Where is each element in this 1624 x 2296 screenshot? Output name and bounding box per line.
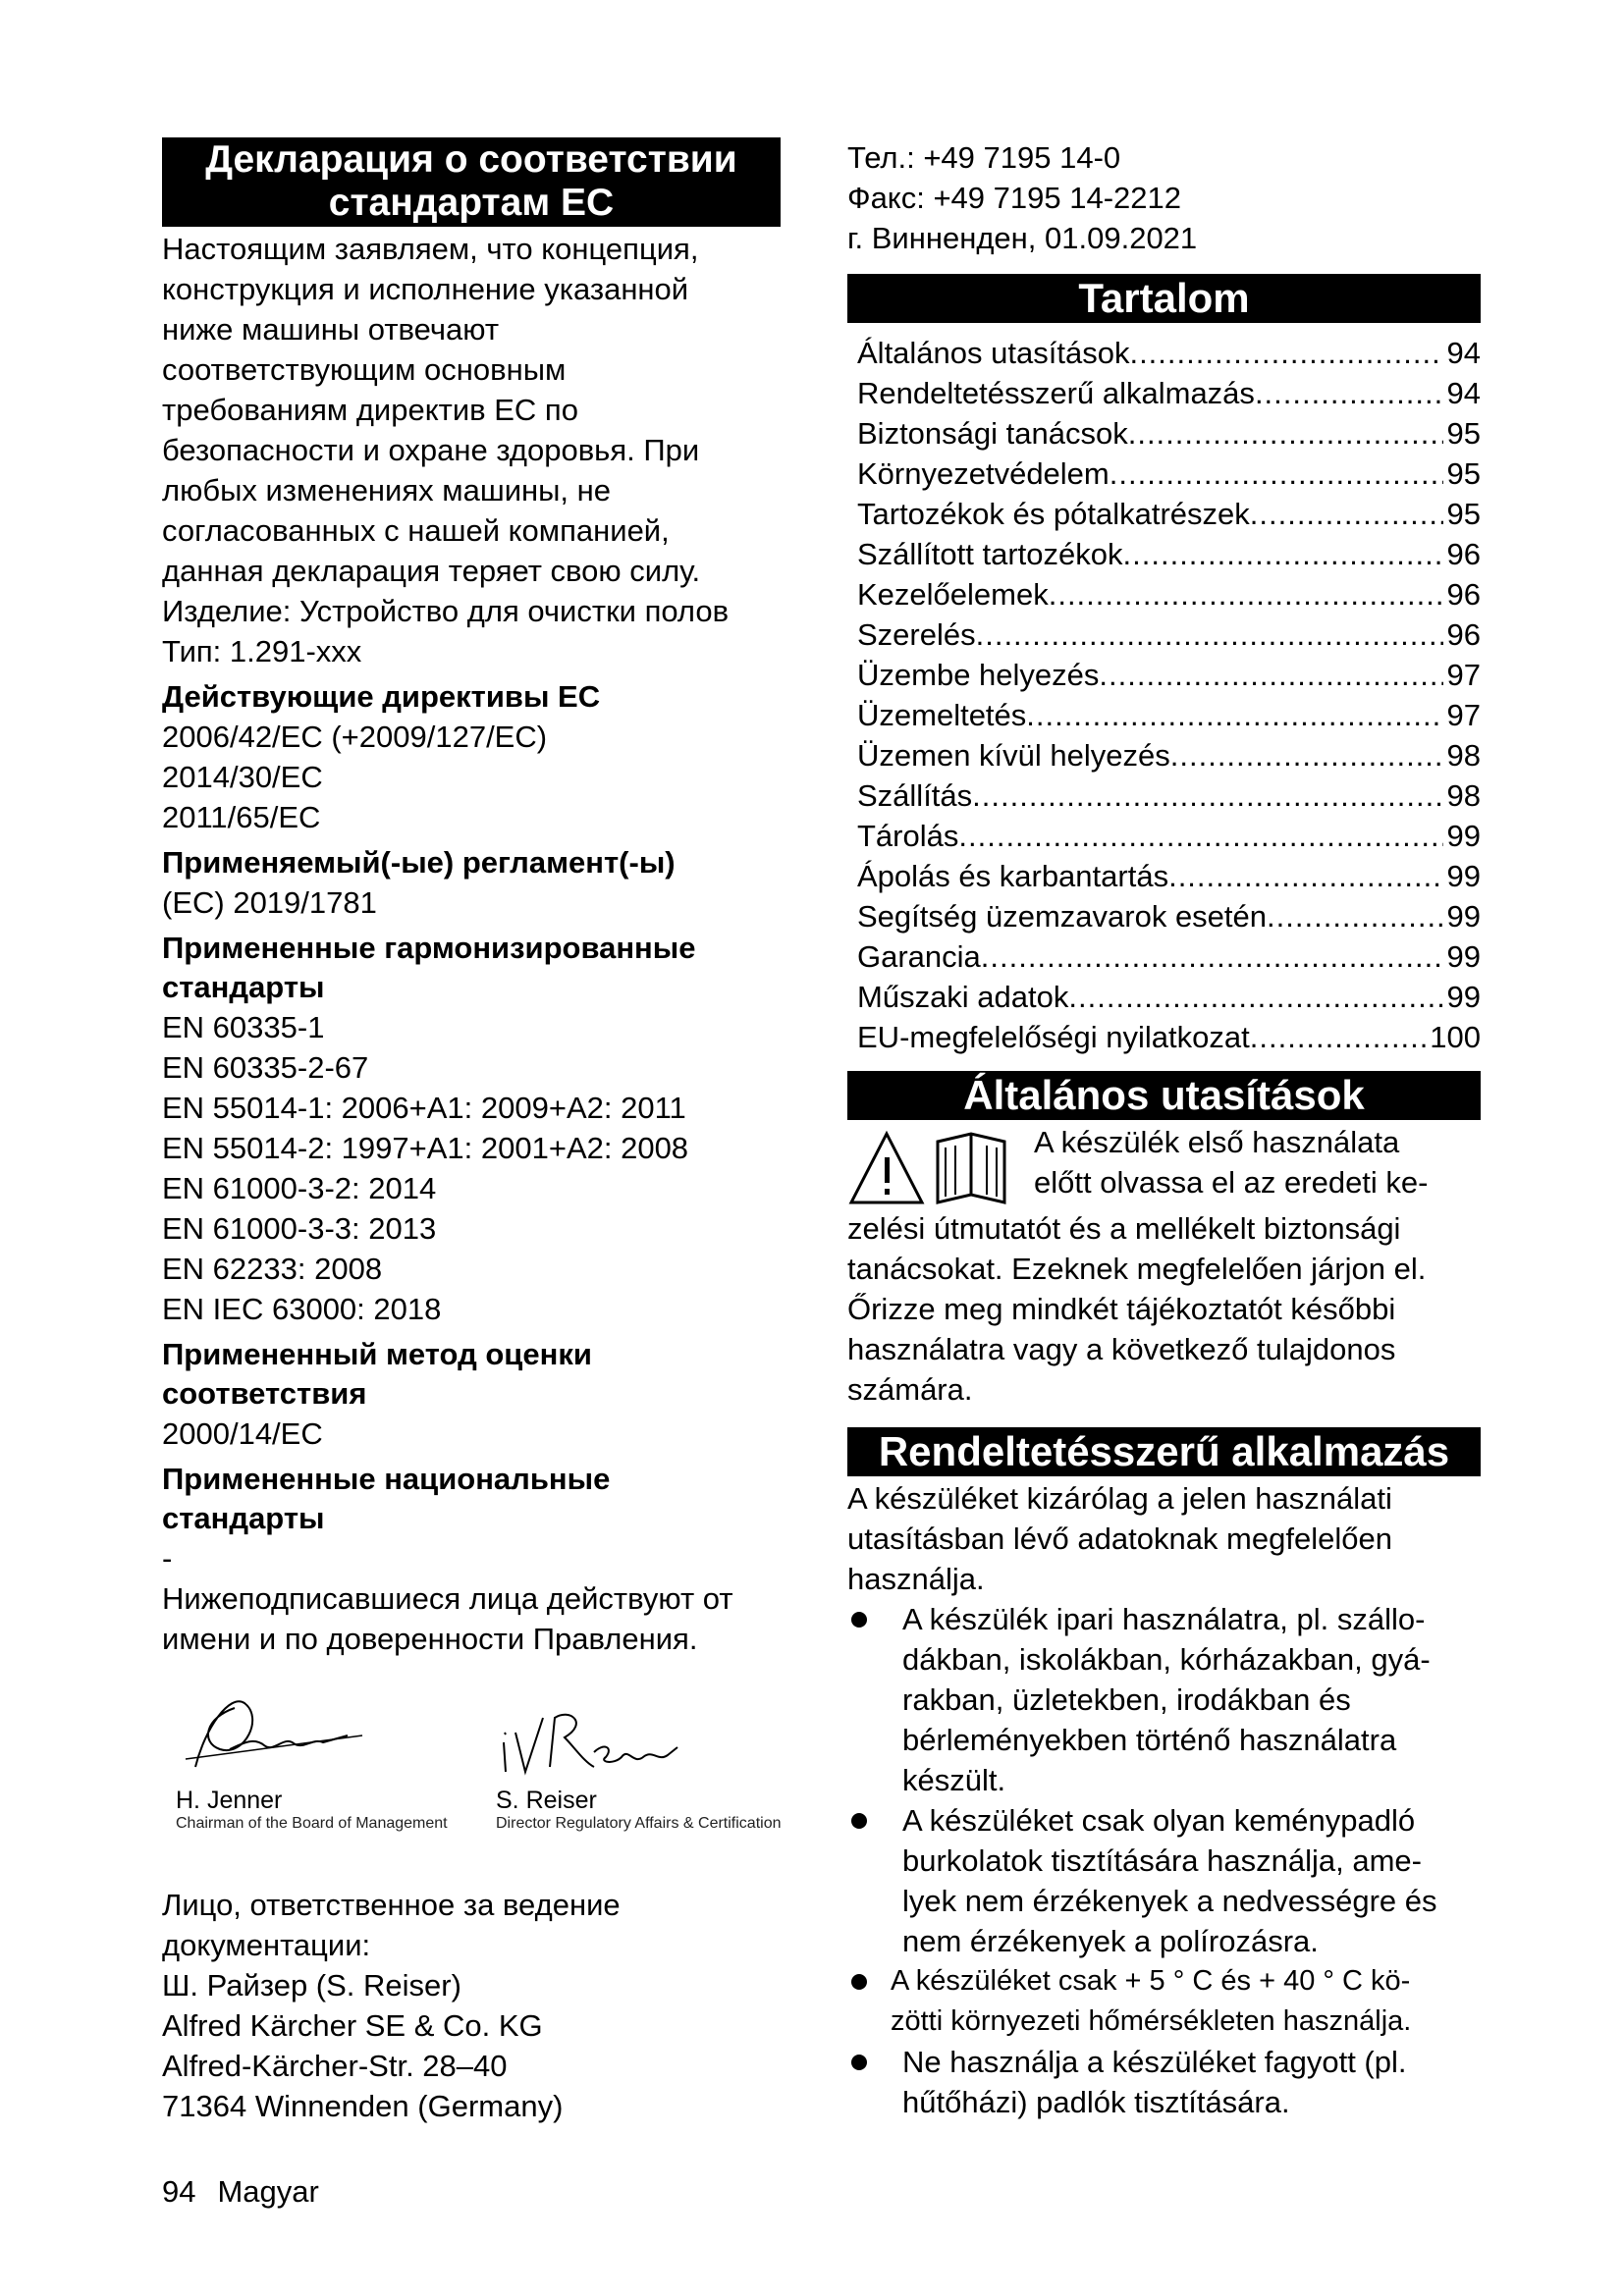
- intended-line: A készüléket kizárólag a jelen használati: [847, 1481, 1392, 1516]
- phone-fax-block: [847, 137, 1481, 258]
- section-item: EN 62233: 2008: [162, 1252, 383, 1286]
- intended-use-bullets: [847, 1599, 1481, 2122]
- general-line: A készülék első használata: [1034, 1125, 1400, 1159]
- toc-entry-page: 96: [1446, 577, 1481, 612]
- toc-entry[interactable]: [857, 896, 1481, 936]
- toc-entry[interactable]: [857, 936, 1481, 977]
- toc-leader: [972, 775, 1442, 816]
- toc-entry-title: Üzemeltetés: [857, 698, 1027, 732]
- intro-line: безопасности и охране здоровья. При: [162, 433, 700, 467]
- section-heading: Применяемый(-ые) регламент(-ы): [162, 845, 676, 880]
- bullet-icon: [851, 1813, 867, 1829]
- directives-section: [162, 677, 781, 837]
- section-heading: соответствия: [162, 1376, 367, 1411]
- toc-entry-page: 94: [1446, 376, 1481, 410]
- declaration-title: [162, 137, 781, 227]
- toc-leader: [1068, 977, 1442, 1017]
- toc-entry-title: Tartozékok és pótalkatrészek: [857, 497, 1250, 531]
- board-statement: [162, 1578, 781, 1659]
- bullet-icon: [851, 1612, 867, 1628]
- intended-line: használja.: [847, 1562, 985, 1596]
- contact-line: Alfred Kärcher SE & Co. KG: [162, 2008, 543, 2043]
- contact-line: Лицо, ответственное за ведение: [162, 1888, 621, 1922]
- section-heading: стандарты: [162, 1501, 325, 1535]
- toc-leader: [1255, 373, 1443, 413]
- assessment-method-section: [162, 1335, 781, 1454]
- toc-entry[interactable]: [857, 413, 1481, 454]
- product-line: Изделие: Устройство для очистки полов: [162, 594, 730, 628]
- toc-entry-title: Szállítás: [857, 778, 973, 813]
- section-item: EN 61000-3-2: 2014: [162, 1171, 437, 1205]
- toc-entry-title: Segítség üzemzavarok esetén: [857, 899, 1268, 934]
- toc-entry-title: Garancia: [857, 939, 981, 974]
- toc-leader: [1099, 655, 1442, 695]
- general-line: használatra vagy a következő tulajdonos: [847, 1332, 1396, 1366]
- bullet-icon: [851, 1974, 867, 1990]
- toc-entry-title: Tárolás: [857, 819, 959, 853]
- toc-leader: [976, 614, 1443, 655]
- intro-line: любых изменениях машины, не: [162, 473, 611, 507]
- toc-entry-page: 94: [1446, 336, 1481, 370]
- section-item: EN 55014-1: 2006+A1: 2009+A2: 2011: [162, 1091, 686, 1125]
- toc-entry[interactable]: [857, 775, 1481, 816]
- documentation-contact: [162, 1885, 781, 2126]
- intended-line: utasításban lévő adatoknak megfelelően: [847, 1522, 1392, 1556]
- footer-language: Magyar: [217, 2174, 319, 2209]
- toc-leader: [1250, 1017, 1427, 1057]
- contact-line: Тел.: +49 7195 14-0: [847, 140, 1121, 175]
- toc-entry-title: Szerelés: [857, 617, 976, 652]
- toc-leader: [1123, 534, 1443, 574]
- signer-role: Director Regulatory Affairs & Certification: [496, 1815, 782, 1832]
- toc-entry[interactable]: [857, 373, 1481, 413]
- page-footer: [162, 2172, 341, 2212]
- toc-entry[interactable]: [857, 695, 1481, 735]
- section-item: EN 60335-2-67: [162, 1050, 369, 1085]
- manual-book-icon: [938, 1134, 1004, 1202]
- general-line: tanácsokat. Ezeknek megfelelően járjon el.: [847, 1252, 1427, 1286]
- toc-entry-page: 95: [1446, 416, 1481, 451]
- toc-leader: [1267, 896, 1442, 936]
- intro-line: конструкция и исполнение указанной: [162, 272, 689, 306]
- section-item: EN 60335-1: [162, 1010, 325, 1044]
- toc-entry-title: Rendeltetésszerű alkalmazás: [857, 376, 1255, 410]
- toc-leader: [1168, 856, 1442, 896]
- section-heading: Примененный метод оценки: [162, 1337, 592, 1371]
- toc-entry-page: 100: [1430, 1020, 1481, 1054]
- bullet-line: dákban, iskolákban, kórházakban, gyá-: [902, 1642, 1431, 1677]
- toc-entry[interactable]: [857, 655, 1481, 695]
- national-standards-section: [162, 1460, 781, 1578]
- toc-leader: [1026, 695, 1442, 735]
- board-line: Нижеподписавшиеся лица действуют от: [162, 1581, 733, 1616]
- section-item: 2011/65/EC: [162, 800, 321, 834]
- toc-entry-title: Általános utasítások: [857, 336, 1130, 370]
- table-of-contents: [857, 333, 1481, 1057]
- section-heading: стандарты: [162, 970, 325, 1004]
- general-line: előtt olvassa el az eredeti ke-: [1034, 1165, 1429, 1200]
- toc-entry[interactable]: [857, 574, 1481, 614]
- declaration-title-line: стандартам ЕС: [328, 182, 615, 224]
- toc-entry-page: 95: [1446, 497, 1481, 531]
- toc-entry-page: 99: [1446, 859, 1481, 893]
- intro-line: данная декларация теряет свою силу.: [162, 554, 701, 588]
- toc-entry[interactable]: [857, 735, 1481, 775]
- toc-leader: [1128, 413, 1443, 454]
- toc-entry-title: Kezelőelemek: [857, 577, 1049, 612]
- intro-line: соответствующим основным: [162, 352, 567, 387]
- harmonized-standards-section: [162, 929, 781, 1329]
- section-item: EN IEC 63000: 2018: [162, 1292, 442, 1326]
- toc-title: Tartalom: [847, 274, 1481, 323]
- section-heading: Действующие директивы ЕС: [162, 679, 601, 714]
- contact-line: Alfred-Kärcher-Str. 28–40: [162, 2049, 508, 2083]
- toc-entry-title: Biztonsági tanácsok: [857, 416, 1128, 451]
- general-line: számára.: [847, 1372, 973, 1407]
- toc-leader: [1170, 735, 1443, 775]
- toc-entry-title: Ápolás és karbantartás: [857, 859, 1169, 893]
- contact-line: Ш. Райзер (S. Reiser): [162, 1968, 461, 2002]
- toc-leader: [981, 936, 1443, 977]
- toc-leader: [1049, 574, 1443, 614]
- toc-entry-page: 96: [1446, 617, 1481, 652]
- toc-leader: [1110, 454, 1443, 494]
- section-item: 2006/42/EC (+2009/127/EC): [162, 720, 548, 754]
- bullet-line: rakban, üzletekben, irodákban és: [902, 1682, 1351, 1717]
- intro-line: требованиям директив ЕС по: [162, 393, 578, 427]
- bullet-line: burkolatok tisztítására használja, ame-: [902, 1843, 1422, 1878]
- bullet-line: Ne használja a készüléket fagyott (pl.: [902, 2045, 1407, 2079]
- bullet-line: A készüléket csak olyan keménypadló: [902, 1803, 1416, 1838]
- toc-entry[interactable]: [857, 614, 1481, 655]
- toc-entry[interactable]: [857, 534, 1481, 574]
- bullet-line: hűtőházi) padlók tisztítására.: [902, 2085, 1290, 2119]
- declaration-title-line: Декларация о соответствии: [205, 138, 737, 181]
- handwritten-signature-icon: [496, 1688, 692, 1782]
- section-heading: Примененные национальные: [162, 1462, 611, 1496]
- toc-entry-title: Üzembe helyezés: [857, 658, 1100, 692]
- toc-entry-page: 97: [1446, 698, 1481, 732]
- section-item: -: [162, 1541, 173, 1575]
- toc-entry[interactable]: [857, 333, 1481, 373]
- toc-entry[interactable]: [857, 977, 1481, 1017]
- right-column: [847, 137, 1481, 2122]
- signature-reiser: [496, 1688, 781, 1834]
- toc-entry-page: 98: [1446, 778, 1481, 813]
- toc-entry-page: 98: [1446, 738, 1481, 773]
- signature-jenner: [176, 1688, 448, 1834]
- board-line: имени и по доверенности Правления.: [162, 1622, 698, 1656]
- toc-entry[interactable]: [857, 454, 1481, 494]
- section-heading: Примененные гармонизированные: [162, 931, 696, 965]
- bullet-icon: [851, 2055, 867, 2070]
- list-item: [847, 1961, 1481, 2042]
- toc-entry-title: EU-megfelelőségi nyilatkozat: [857, 1020, 1250, 1054]
- bullet-line: készült.: [902, 1763, 1006, 1797]
- bullet-line: bérleményekben történő használatra: [902, 1723, 1397, 1757]
- bullet-line: lyek nem érzékenyek a nedvességre és: [902, 1884, 1437, 1918]
- section-item: (EC) 2019/1781: [162, 885, 377, 920]
- intro-line: ниже машины отвечают: [162, 312, 500, 347]
- bullet-line: A készülék ipari használatra, pl. szállo-: [902, 1602, 1426, 1636]
- signer-name: H. Jenner: [176, 1787, 283, 1814]
- toc-entry-title: Műszaki adatok: [857, 980, 1069, 1014]
- section-item: 2014/30/EC: [162, 760, 323, 794]
- intro-line: согласованных с нашей компанией,: [162, 513, 670, 548]
- warning-and-manual-icon: [847, 1128, 1024, 1208]
- toc-entry-page: 96: [1446, 537, 1481, 571]
- contact-line: Факс: +49 7195 14-2212: [847, 181, 1181, 215]
- toc-entry[interactable]: [857, 856, 1481, 896]
- bullet-line: nem érzékenyek a polírozásra.: [902, 1924, 1319, 1958]
- intended-use-title: Rendeltetésszerű alkalmazás: [847, 1427, 1481, 1476]
- bullet-line: A készüléket csak + 5 ° C és + 40 ° C kö-: [891, 1965, 1411, 1997]
- list-item: [847, 2042, 1481, 2122]
- general-instructions: [847, 1122, 1481, 1410]
- toc-entry-title: Üzemen kívül helyezés: [857, 738, 1170, 773]
- toc-entry[interactable]: [857, 816, 1481, 856]
- intended-use: [847, 1478, 1481, 1599]
- handwritten-signature-icon: [176, 1688, 372, 1782]
- bullet-line: zötti környezeti hőmérsékleten használja.: [891, 2005, 1412, 2037]
- signatures: [162, 1688, 781, 1885]
- toc-leader: [1250, 494, 1443, 534]
- contact-line: г. Винненден, 01.09.2021: [847, 221, 1198, 255]
- type-line: Тип: 1.291-xxx: [162, 634, 362, 668]
- declaration-intro: [162, 229, 781, 671]
- toc-entry-page: 99: [1446, 980, 1481, 1014]
- list-item: [847, 1599, 1481, 1800]
- toc-entry-page: 99: [1446, 899, 1481, 934]
- section-item: 2000/14/EC: [162, 1416, 323, 1451]
- intro-line: Настоящим заявляем, что концепция,: [162, 232, 699, 266]
- regulations-section: [162, 843, 781, 923]
- toc-entry-page: 97: [1446, 658, 1481, 692]
- toc-entry[interactable]: [857, 1017, 1481, 1057]
- signer-name: S. Reiser: [496, 1787, 597, 1814]
- section-item: EN 61000-3-3: 2013: [162, 1211, 437, 1246]
- toc-leader: [958, 816, 1442, 856]
- toc-entry-title: Szállított tartozékok: [857, 537, 1123, 571]
- contact-line: 71364 Winnenden (Germany): [162, 2089, 564, 2123]
- toc-entry-title: Környezetvédelem: [857, 456, 1110, 491]
- toc-entry-page: 95: [1446, 456, 1481, 491]
- general-line: Őrizze meg mindkét tájékoztatót későbbi: [847, 1292, 1396, 1326]
- toc-entry-page: 99: [1446, 819, 1481, 853]
- toc-entry-page: 99: [1446, 939, 1481, 974]
- section-item: EN 55014-2: 1997+A1: 2001+A2: 2008: [162, 1131, 689, 1165]
- signer-role: Chairman of the Board of Management: [176, 1815, 448, 1832]
- general-line: zelési útmutatót és a mellékelt biztonsági: [847, 1211, 1401, 1246]
- left-column: [162, 137, 781, 2126]
- page-number: 94: [162, 2174, 196, 2209]
- list-item: [847, 1800, 1481, 1961]
- contact-line: документации:: [162, 1928, 371, 1962]
- general-instructions-title: Általános utasítások: [847, 1071, 1481, 1120]
- toc-leader: [1129, 333, 1442, 373]
- toc-entry[interactable]: [857, 494, 1481, 534]
